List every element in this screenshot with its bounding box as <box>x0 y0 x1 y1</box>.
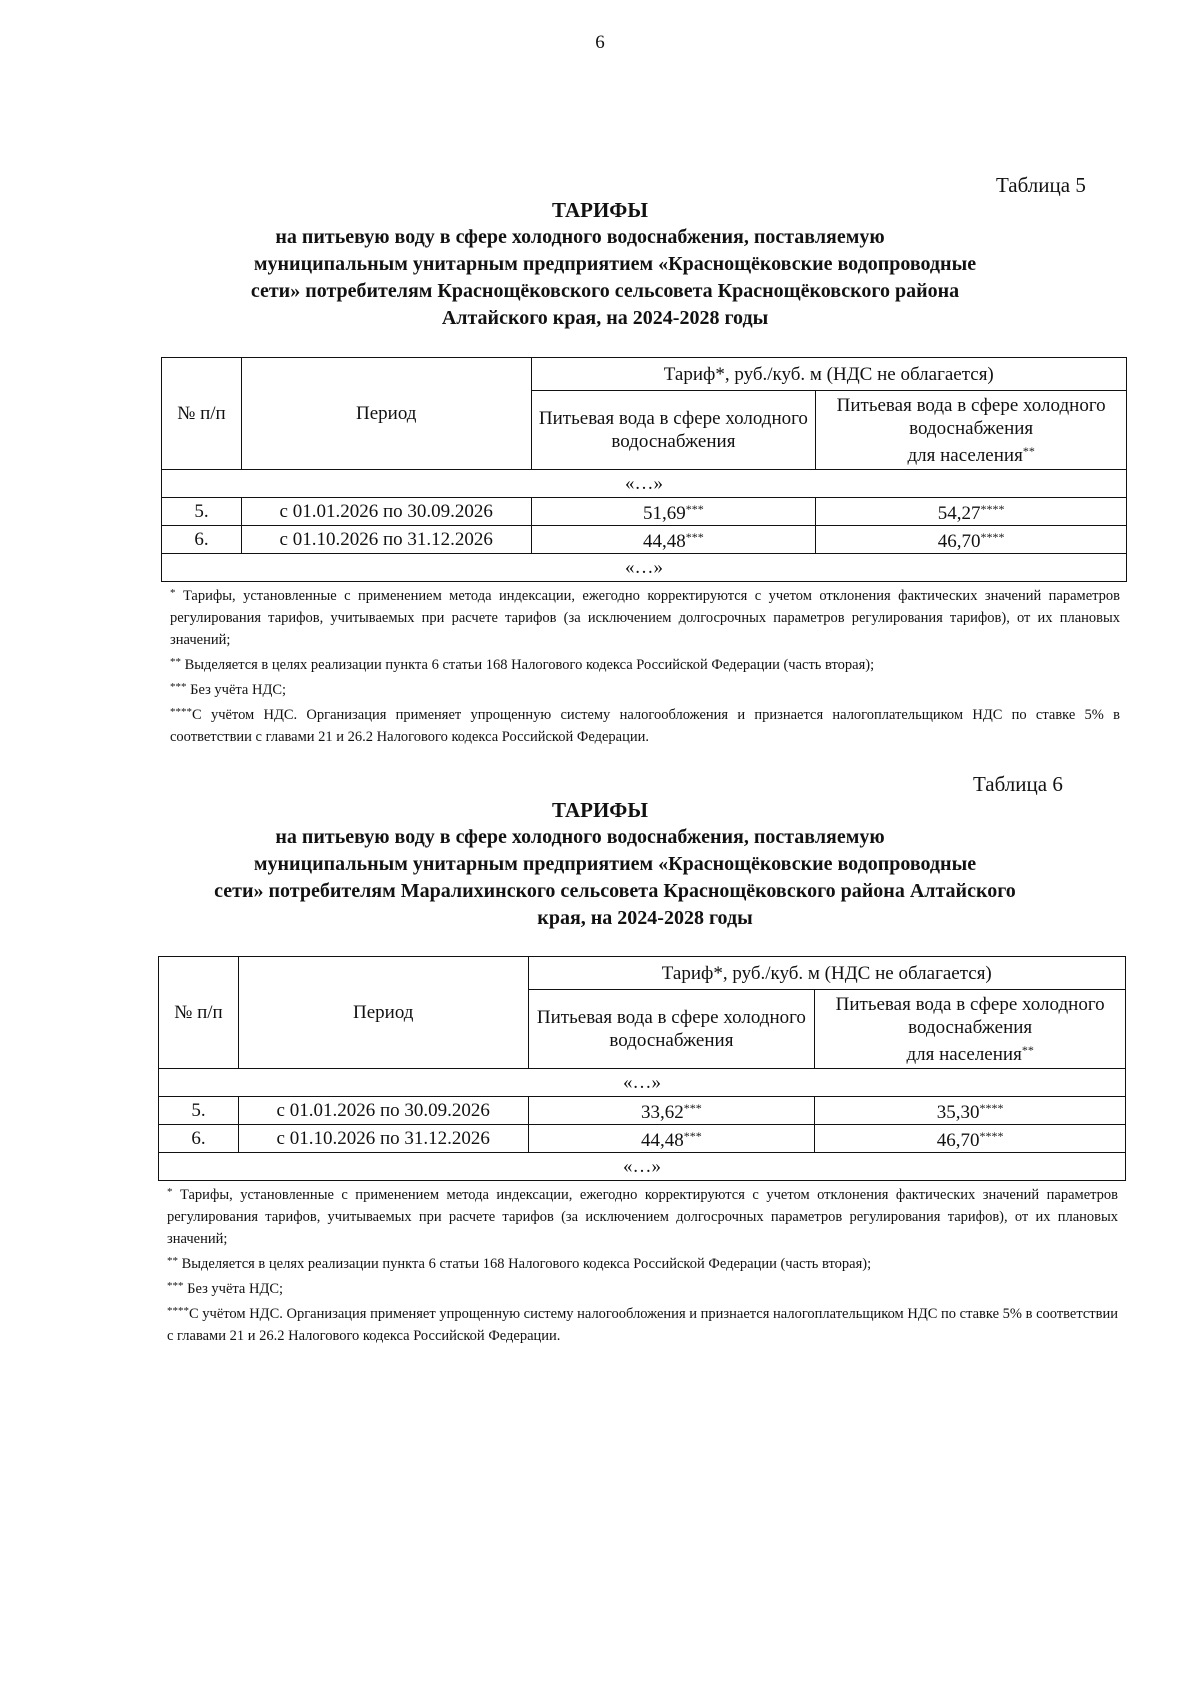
footnotes <box>167 1181 1118 1347</box>
subtitle-line: Алтайского края, на 2024-2028 годы <box>441 307 769 329</box>
footnote-mark: ** <box>1022 443 1035 458</box>
value: 51,69 <box>643 503 686 524</box>
row-value-1 <box>528 1125 815 1153</box>
footnote <box>170 651 1120 676</box>
row-num: 5. <box>159 1097 239 1125</box>
row-value-1 <box>528 1097 815 1125</box>
row-value-2 <box>816 526 1127 554</box>
footnote-mark: *** <box>685 502 704 516</box>
row-period: с 01.01.2026 по 30.09.2026 <box>241 498 531 526</box>
table-label: Таблица 6 <box>973 772 1063 796</box>
footnote-mark: *** <box>683 1129 702 1143</box>
subtitle-line: муниципальным унитарным предприятием «Краснощёковские водопроводные <box>253 853 977 875</box>
header-col2-text: Питьевая вода в сфере холодного водоснабжения <box>836 394 1106 439</box>
header-num: № п/п <box>162 358 242 470</box>
header-col1: Питьевая вода в сфере холодного водоснабжения <box>528 990 815 1069</box>
footnote-mark: **** <box>980 530 1005 544</box>
ellipsis-row: «…» <box>162 470 1127 498</box>
footnote-text: С учётом НДС. Организация применяет упрощенную систему налогообложения и признается налогоплательщиком НДС по ставке 5% в соответствии с главами 21 и 26.2 Налогового кодекса Российской Федерации. <box>170 707 1120 745</box>
row-value-1 <box>531 526 816 554</box>
subtitle-line: сети» потребителям Маралихинского сельсовета Краснощёковского района Алтайского <box>214 880 1016 902</box>
header-col1: Питьевая вода в сфере холодного водоснабжения <box>531 391 816 470</box>
footnote <box>170 676 1120 701</box>
footnote-mark: ** <box>167 1255 178 1267</box>
header-col2-population: для населения <box>906 1043 1022 1065</box>
row-num: 5. <box>162 498 242 526</box>
footnote-mark: **** <box>980 502 1005 516</box>
value: 35,30 <box>936 1102 980 1123</box>
footnote-mark: ** <box>170 656 181 668</box>
footnote-mark: *** <box>685 530 704 544</box>
footnote-mark: *** <box>167 1280 184 1292</box>
ellipsis-row: «…» <box>159 1069 1126 1097</box>
footnote-text: Выделяется в целях реализации пункта 6 статьи 168 Налогового кодекса Российской Федерации (часть вторая); <box>181 1256 872 1272</box>
footnote <box>170 701 1120 748</box>
row-value-2 <box>815 1125 1126 1153</box>
page-number: 6 <box>595 32 605 53</box>
ellipsis-row: «…» <box>162 554 1127 582</box>
header-tariff: Тариф*, руб./куб. м (НДС не облагается) <box>531 358 1126 391</box>
ellipsis-row: «…» <box>159 1153 1126 1181</box>
table-row <box>159 1125 1126 1153</box>
value: 46,70 <box>936 1130 980 1151</box>
footnote-text: Без учёта НДС; <box>190 682 287 698</box>
footnote-text: Тарифы, установленные с применением метода индексации, ежегодно корректируются с учетом отклонения фактических значений параметров регулирования тарифов, учитываемых при расчете тарифов (за исключением долгосрочных параметров регулирования тарифов), от их плановых значений; <box>167 1187 1118 1247</box>
header-period: Период <box>241 358 531 470</box>
footnote <box>170 582 1120 651</box>
table-heading: ТАРИФЫ <box>552 798 648 822</box>
footnote <box>167 1250 1118 1275</box>
footnote <box>167 1300 1118 1347</box>
subtitle-line: сети» потребителям Краснощёковского сельсовета Краснощёковского района <box>250 280 960 302</box>
subtitle-line: края, на 2024-2028 годы <box>537 907 753 929</box>
footnote-mark: **** <box>167 1305 189 1317</box>
table-heading: ТАРИФЫ <box>552 198 648 222</box>
footnote <box>167 1275 1118 1300</box>
header-tariff: Тариф*, руб./куб. м (НДС не облагается) <box>528 957 1125 990</box>
footnote-mark: * <box>167 1186 173 1198</box>
subtitle-line: на питьевую воду в сфере холодного водоснабжения, поставляемую <box>275 826 885 848</box>
footnotes <box>170 582 1120 748</box>
footnote-text: Тарифы, установленные с применением метода индексации, ежегодно корректируются с учетом отклонения фактических значений параметров регулирования тарифов, учитываемых при расчете тарифов (за исключением долгосрочных параметров регулирования тарифов), от их плановых значений; <box>170 588 1120 648</box>
tariff-table <box>158 956 1126 1181</box>
footnote-mark: **** <box>979 1101 1004 1115</box>
footnote-mark: ** <box>1021 1042 1034 1057</box>
footnote-text: Выделяется в целях реализации пункта 6 статьи 168 Налогового кодекса Российской Федерации (часть вторая); <box>184 657 875 673</box>
table-row <box>159 1097 1126 1125</box>
footnote-mark: * <box>170 587 176 599</box>
row-period: с 01.01.2026 по 30.09.2026 <box>238 1097 528 1125</box>
value: 46,70 <box>937 531 981 552</box>
header-num: № п/п <box>159 957 239 1069</box>
table-row <box>162 498 1127 526</box>
header-period: Период <box>238 957 528 1069</box>
table-label: Таблица 5 <box>996 173 1086 197</box>
row-period: с 01.10.2026 по 31.12.2026 <box>238 1125 528 1153</box>
value: 44,48 <box>641 1130 684 1151</box>
subtitle-line: на питьевую воду в сфере холодного водоснабжения, поставляемую <box>275 226 885 248</box>
footnote-mark: *** <box>683 1101 702 1115</box>
header-col2 <box>815 990 1126 1069</box>
tariff-table <box>161 357 1127 582</box>
value: 54,27 <box>937 503 981 524</box>
row-period: с 01.10.2026 по 31.12.2026 <box>241 526 531 554</box>
footnote-mark: *** <box>170 681 187 693</box>
footnote-mark: **** <box>979 1129 1004 1143</box>
footnote-text: Без учёта НДС; <box>187 1281 284 1297</box>
header-col2 <box>816 391 1127 470</box>
subtitle-line: муниципальным унитарным предприятием «Краснощёковские водопроводные <box>253 253 977 275</box>
table-row <box>162 526 1127 554</box>
header-col2-text: Питьевая вода в сфере холодного водоснабжения <box>835 993 1105 1038</box>
footnote-text: С учётом НДС. Организация применяет упрощенную систему налогообложения и признается налогоплательщиком НДС по ставке 5% в соответствии с главами 21 и 26.2 Налогового кодекса Российской Федерации. <box>167 1306 1118 1344</box>
value: 33,62 <box>641 1102 684 1123</box>
row-num: 6. <box>159 1125 239 1153</box>
row-value-2 <box>815 1097 1126 1125</box>
row-value-1 <box>531 498 816 526</box>
row-value-2 <box>816 498 1127 526</box>
row-num: 6. <box>162 526 242 554</box>
footnote <box>167 1181 1118 1250</box>
header-col2-population: для населения <box>907 444 1023 466</box>
value: 44,48 <box>643 531 686 552</box>
footnote-mark: **** <box>170 706 192 718</box>
